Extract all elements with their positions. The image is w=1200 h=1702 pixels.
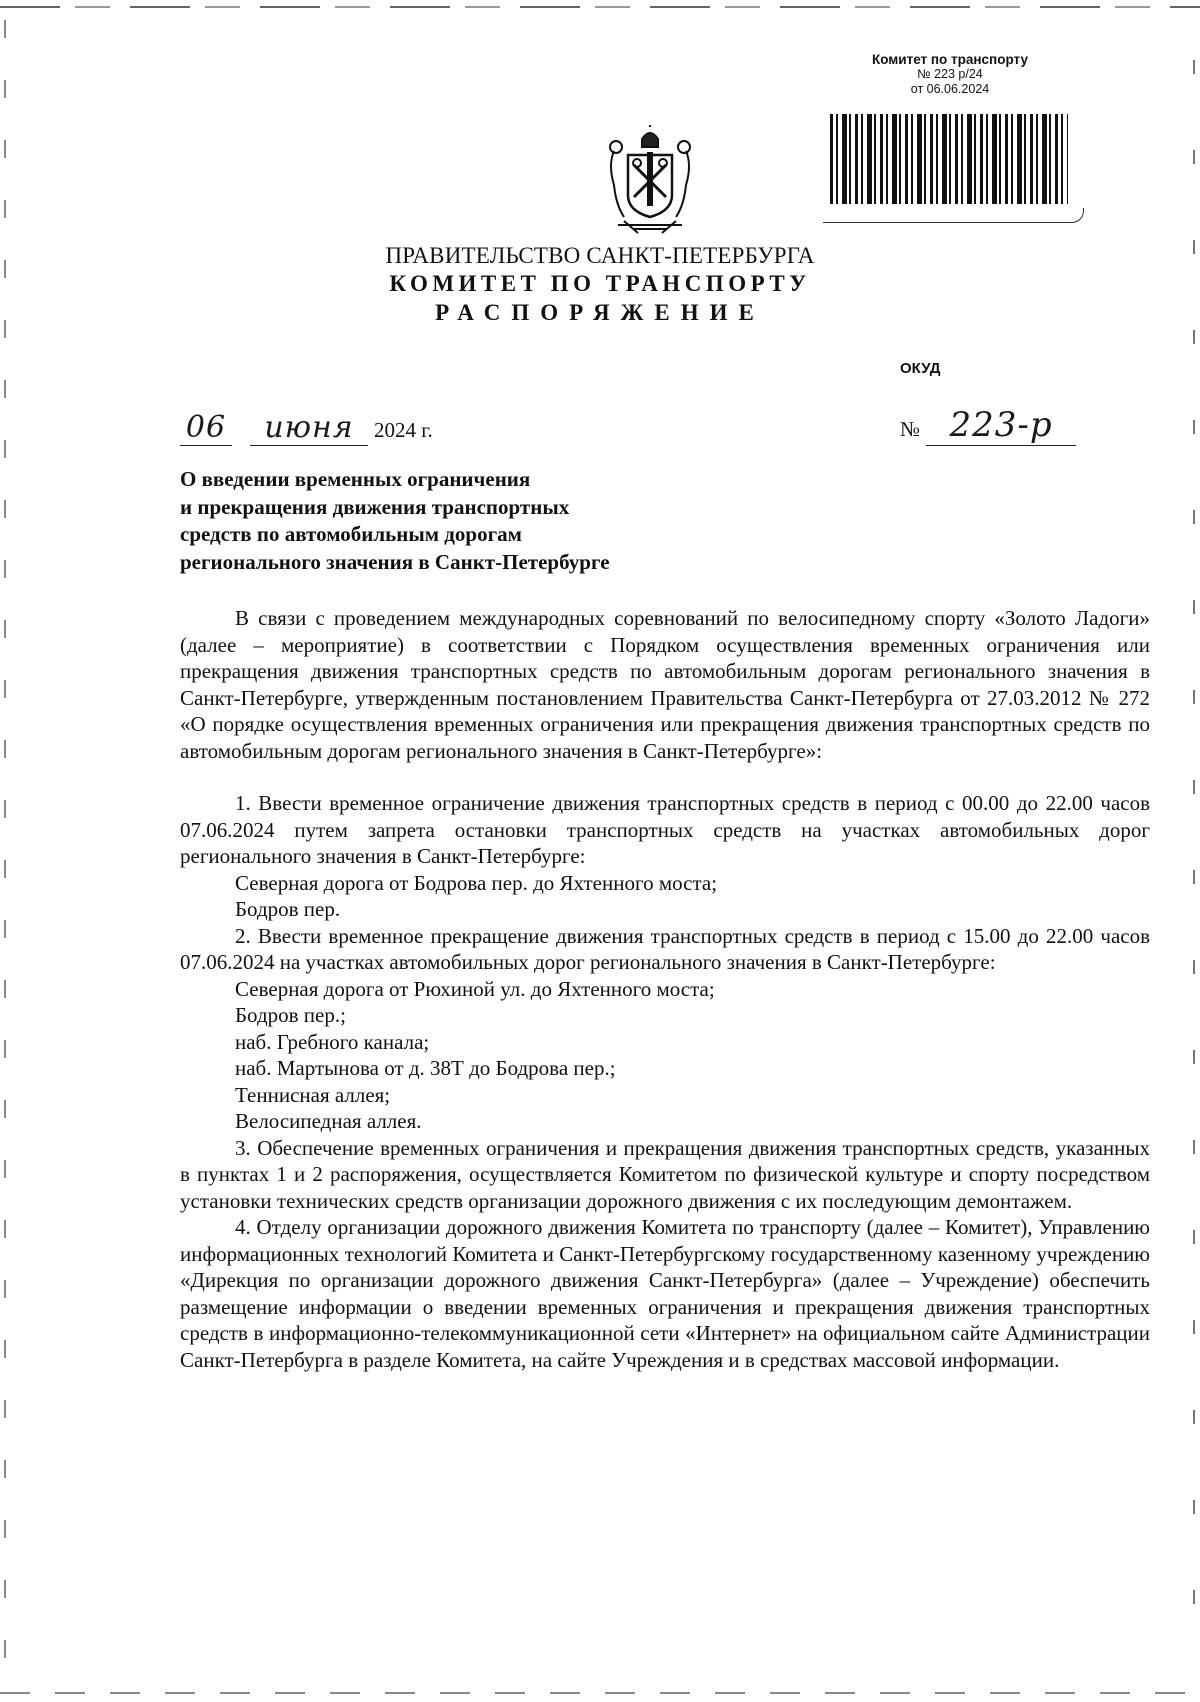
barcode-icon xyxy=(830,114,1068,204)
road-item: Бодров пер.; xyxy=(235,1003,346,1027)
document-date xyxy=(180,410,433,446)
number-value: 223-р xyxy=(926,405,1076,446)
spb-coat-of-arms-icon xyxy=(604,125,696,241)
document-number xyxy=(900,405,1076,446)
subject-line: и прекращения движения транспортных xyxy=(180,494,570,519)
okud-label: ОКУД xyxy=(900,360,941,377)
subject-line: средств по автомобильным дорогам xyxy=(180,522,522,546)
road-item: наб. Гребного канала; xyxy=(235,1029,430,1054)
subject-line: О введении временных ограничения xyxy=(180,467,531,491)
scan-edge-top xyxy=(0,6,1200,8)
stamp-number: № 223 р/24 xyxy=(917,67,983,81)
stamp-text xyxy=(815,52,1085,97)
preamble: В связи с проведением международных соревнований по велосипедному спорту «Золото Ладоги» (далее – мероприятие) в соответствии с Порядком осуществления временных ограничения или прекращения движения транспортных средств по автомобильным дорогам регионального значения в Санкт-Петербурге, утвержденным постановлением Правительства Санкт-Петербурга от 27.03.2012 № 272 «О порядке осуществления временных ограничения или прекращения движения транспортных средств по автомобильным дорогам регионального значения в Санкт-Петербурге»: xyxy=(180,606,1150,763)
road-item: Велосипедная аллея. xyxy=(235,1109,422,1133)
date-year: 2024 г. xyxy=(374,418,433,442)
stamp-org: Комитет по транспорту xyxy=(871,52,1028,67)
road-item: наб. Мартынова от д. 38Т до Бодрова пер.; xyxy=(235,1056,616,1080)
road-item: Северная дорога от Бодрова пер. до Яхтенного моста; xyxy=(235,870,718,895)
item-1: 1. Ввести временное ограничение движения транспортных средств в период с 00.00 до 22.00 часов 07.06.2024 путем запрета остановки транспортных средств на участках автомобильных дорог регионального значения в Санкт-Петербурге: xyxy=(180,791,1150,868)
stamp-underline xyxy=(823,208,1084,223)
date-day: 06 xyxy=(180,410,232,446)
item-3: 3. Обеспечение временных ограничения и прекращения движения транспортных средств, указанных в пунктах 1 и 2 распоряжения, осуществляется Комитетом по физической культуре и спорту посредством установки технических средств организации дорожного движения с их последующим демонтажем. xyxy=(180,1135,1150,1213)
document-body xyxy=(180,605,1150,1373)
road-item: Бодров пер. xyxy=(235,897,341,921)
committee-title: КОМИТЕТ ПО ТРАНСПОРТУ xyxy=(389,271,811,296)
subject-line: регионального значения в Санкт-Петербурге xyxy=(180,549,610,574)
registration-stamp xyxy=(815,52,1085,97)
government-title: ПРАВИТЕЛЬСТВО САНКТ-ПЕТЕРБУРГА xyxy=(385,243,815,268)
item-4: 4. Отделу организации дорожного движения Комитета по транспорту (далее – Комитет), Управлению информационных технологий Комитета и Санкт-Петербургскому государственному казенному учреждению «Дирекция по организации дорожного движения Санкт-Петербурга» (далее – Учреждение) обеспечить размещение информации о введении временных ограничения и прекращения движения транспортных средств в информационно-телекоммуникационной сети «Интернет» на официальном сайте Администрации Санкт-Петербурга в разделе Комитета, на сайте Учреждения и в средствах массовой информации. xyxy=(180,1215,1150,1372)
stamp-date: от 06.06.2024 xyxy=(910,82,990,96)
road-item: Северная дорога от Рюхиной ул. до Яхтенного моста; xyxy=(235,976,715,1001)
date-month: июня xyxy=(250,410,368,446)
scan-edge-left xyxy=(4,20,6,1680)
scan-edge-bottom xyxy=(0,1692,1200,1694)
item-2: 2. Ввести временное прекращение движения транспортных средств в период с 15.00 до 22.00 часов 07.06.2024 на участках автомобильных дорог регионального значения в Санкт-Петербурге: xyxy=(180,923,1150,974)
number-prefix: № xyxy=(900,417,921,441)
document-type: РАСПОРЯЖЕНИЕ xyxy=(435,300,765,325)
paragraph-gap xyxy=(180,764,1150,790)
document-subject xyxy=(180,466,740,576)
road-item: Теннисная аллея; xyxy=(235,1082,391,1107)
